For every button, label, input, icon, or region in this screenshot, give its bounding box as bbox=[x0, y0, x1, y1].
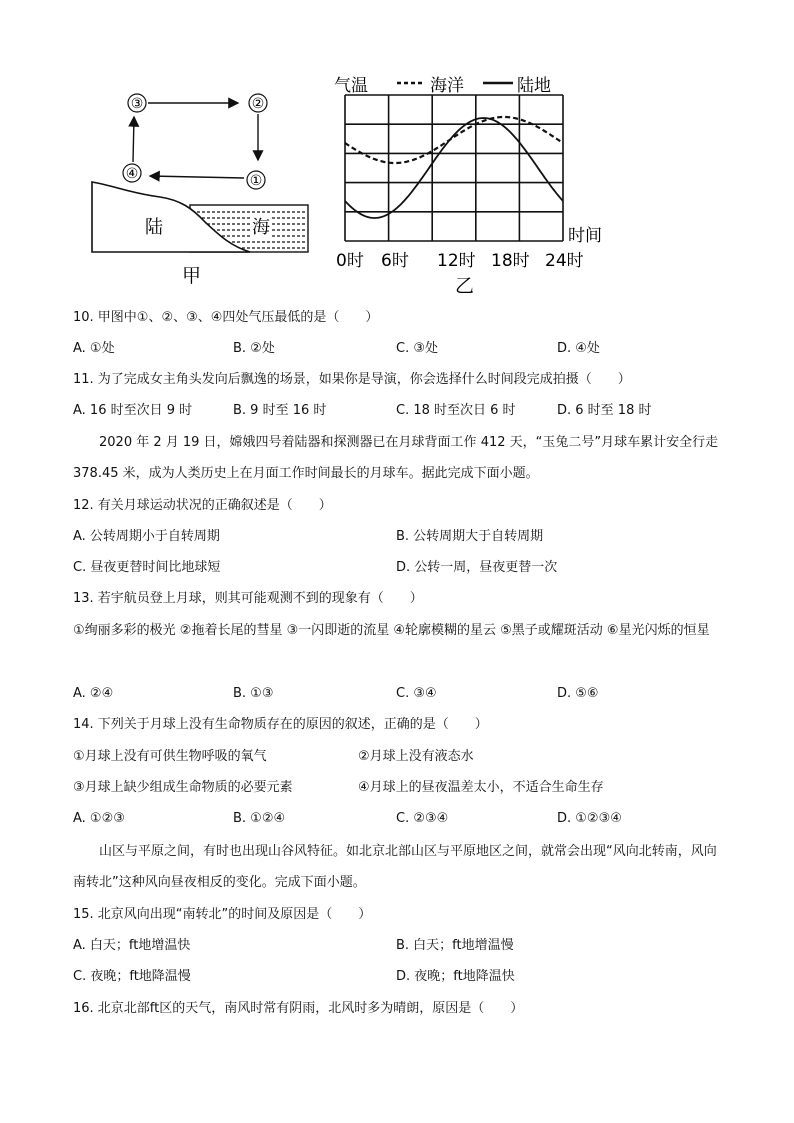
q13-option-a: A. ②④ bbox=[73, 686, 114, 701]
q14-option-c: C. ②③④ bbox=[396, 811, 449, 826]
q11-option-c: C. 18 时至次日 6 时 bbox=[396, 403, 516, 418]
q14-option-d: D. ①②③④ bbox=[557, 811, 622, 826]
q15-option-c: C. 夜晚；ft地降温慢 bbox=[73, 969, 191, 984]
x-axis-label: 时间 bbox=[568, 226, 602, 246]
figures bbox=[0, 0, 794, 300]
q10-stem: 10. 甲图中①、②、③、④四处气压最低的是（ ） bbox=[73, 310, 379, 325]
q13-option-d: D. ⑤⑥ bbox=[557, 686, 599, 701]
q11-option-a: A. 16 时至次日 9 时 bbox=[73, 403, 193, 418]
q16-stem: 16. 北京北部ft区的天气，南风时常有阴雨，北风时多为晴朗，原因是（ ） bbox=[73, 1001, 524, 1016]
q14-item-1: ①月球上没有可供生物呼吸的氧气 bbox=[73, 749, 267, 764]
figure-jia bbox=[92, 94, 308, 287]
passage-chang-e: 2020 年 2 月 19 日，嫦娥四号着陆器和探测器已在月球背面工作 412 天，“玉兔二号”月球车累计安全行走 378.45 米，成为人类历史上在月面工作时间最长的月球车。据此完成下面小题。 bbox=[73, 435, 719, 481]
q13-option-c: C. ③④ bbox=[396, 686, 437, 701]
caption-yi: 乙 bbox=[455, 275, 475, 297]
q14-item-2: ②月球上没有液态水 bbox=[358, 749, 474, 764]
q10-option-b: B. ②处 bbox=[233, 341, 275, 356]
caption-jia: 甲 bbox=[182, 265, 202, 287]
chart-grid bbox=[345, 95, 563, 241]
q12-option-d: D. 公转一周，昼夜更替一次 bbox=[396, 560, 558, 575]
q10-option-d: D. ④处 bbox=[557, 341, 600, 356]
circle-3: ③ bbox=[130, 96, 144, 112]
q12-option-c: C. 昼夜更替时间比地球短 bbox=[73, 560, 221, 575]
x-tick-12: 12时 bbox=[437, 251, 476, 271]
q12-option-b: B. 公转周期大于自转周期 bbox=[396, 529, 544, 544]
legend-ocean: 海洋 bbox=[430, 76, 464, 96]
circle-2: ② bbox=[251, 96, 265, 112]
circle-1: ① bbox=[249, 173, 263, 189]
q14-stem: 14. 下列关于月球上没有生命物质存在的原因的叙述，正确的是（ ） bbox=[73, 717, 488, 732]
land-label: 陆 bbox=[145, 217, 163, 238]
q12-option-a: A. 公转周期小于自转周期 bbox=[73, 529, 220, 544]
arrow-1-to-4 bbox=[150, 176, 244, 178]
legend-land: 陆地 bbox=[517, 76, 551, 96]
x-tick-24: 24时 bbox=[545, 251, 584, 271]
circle-4: ④ bbox=[125, 166, 139, 182]
q14-item-3: ③月球上缺少组成生命物质的必要元素 bbox=[73, 780, 293, 795]
q10-option-c: C. ③处 bbox=[396, 341, 438, 356]
q11-option-b: B. 9 时至 16 时 bbox=[233, 403, 327, 418]
q14-option-b: B. ①②④ bbox=[233, 811, 286, 826]
q11-stem: 11. 为了完成女主角头发向后飘逸的场景，如果你是导演，你会选择什么时间段完成拍摄（ ） bbox=[73, 372, 631, 387]
q12-stem: 12. 有关月球运动状况的正确叙述是（ ） bbox=[73, 498, 332, 513]
q15-stem: 15. 北京风向出现“南转北”的时间及原因是（ ） bbox=[73, 907, 372, 922]
q15-option-a: A. 白天；ft地增温快 bbox=[73, 938, 191, 953]
sea-label: 海 bbox=[252, 217, 270, 238]
q10-option-a: A. ①处 bbox=[73, 341, 115, 356]
q13-option-b: B. ①③ bbox=[233, 686, 274, 701]
arrow-4-to-3 bbox=[133, 117, 134, 162]
q13-items: ①绚丽多彩的极光 ②拖着长尾的彗星 ③一闪即逝的流星 ④轮廓模糊的星云 ⑤黑子或耀斑活动 ⑥星光闪烁的恒星 bbox=[73, 623, 710, 638]
q15-option-d: D. 夜晚；ft地降温快 bbox=[396, 969, 515, 984]
q15-option-b: B. 白天；ft地增温慢 bbox=[396, 938, 514, 953]
q14-item-4: ④月球上的昼夜温差太小，不适合生命生存 bbox=[358, 780, 604, 795]
x-tick-18: 18时 bbox=[491, 251, 530, 271]
q13-stem: 13. 若宇航员登上月球，则其可能观测不到的现象有（ ） bbox=[73, 591, 423, 606]
y-axis-label: 气温 bbox=[334, 76, 368, 96]
series-land-line bbox=[345, 118, 563, 218]
x-tick-6: 6时 bbox=[381, 251, 409, 271]
q11-option-d: D. 6 时至 18 时 bbox=[557, 403, 652, 418]
q14-option-a: A. ①②③ bbox=[73, 811, 125, 826]
passage-mountain-valley-wind: 山区与平原之间，有时也出现山谷风特征。如北京北部山区与平原地区之间，就常会出现“风向北转南，风向南转北”这种风向昼夜相反的变化。完成下面小题。 bbox=[73, 844, 717, 890]
x-tick-0: 0时 bbox=[336, 251, 364, 271]
figure-yi bbox=[334, 75, 602, 297]
